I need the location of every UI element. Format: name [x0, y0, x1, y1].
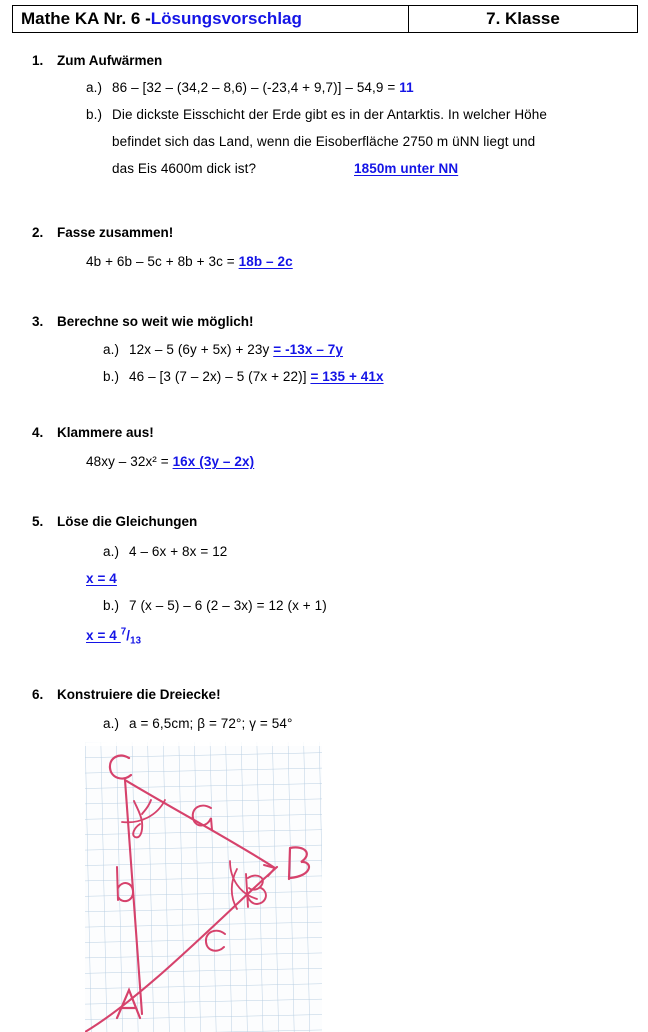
exercise-1a-row [112, 80, 414, 95]
fraction-slash: / [126, 628, 131, 643]
exercise-1b-label: b.) [86, 107, 103, 122]
header-title-blue: Lösungsvorschlag [150, 9, 302, 28]
exercise-6a-parameters: a = 6,5cm; β = 72°; γ = 54° [129, 716, 293, 731]
mixed-fraction [120, 626, 142, 647]
header-title-black: Mathe KA Nr. 6 - [21, 9, 151, 28]
exercise-3b-row [129, 369, 384, 384]
exercise-6-title: Konstruiere die Dreiecke! [57, 687, 221, 702]
exercise-5-number: 5. [32, 514, 44, 529]
exercise-3b-label: b.) [103, 369, 120, 384]
exercise-4-title: Klammere aus! [57, 425, 154, 440]
exercise-5a-expression: 4 – 6x + 8x = 12 [129, 544, 228, 559]
exercise-1b-answer: 1850m unter NN [354, 161, 459, 176]
exercise-5b-answer-base: x = 4 [86, 628, 121, 643]
exercise-2-answer: 18b – 2c [238, 254, 293, 269]
exercise-3a-row [129, 342, 343, 357]
exercise-2-number: 2. [32, 225, 44, 240]
exercise-3b-answer: = 135 + 41x [310, 369, 384, 384]
exercise-3a-expression: 12x – 5 (6y + 5x) + 23y [129, 342, 274, 357]
exercise-1a-label: a.) [86, 80, 103, 95]
exercise-1-number: 1. [32, 53, 44, 68]
exercise-4-answer: 16x (3y – 2x) [172, 454, 255, 469]
exercise-4-expression: 48xy – 32x² = [86, 454, 173, 469]
header-grade-cell: 7. Klasse [486, 9, 560, 28]
exercise-1a-answer: 11 [399, 80, 414, 95]
exercise-1-title: Zum Aufwärmen [57, 53, 163, 68]
graph-paper-svg [85, 742, 322, 1032]
exercise-5-title: Löse die Gleichungen [57, 514, 198, 529]
exercise-6a-label: a.) [103, 716, 120, 731]
exercise-5a-label: a.) [103, 544, 120, 559]
fraction-denominator: 13 [130, 635, 142, 647]
exercise-1b-line2: befindet sich das Land, wenn die Eisoberfläche 2750 m üNN liegt und [112, 134, 536, 149]
exercise-3b-expression: 46 – [3 (7 – 2x) – 5 (7x + 22)] [129, 369, 311, 384]
exercise-1b-line3: das Eis 4600m dick ist? [112, 161, 257, 176]
exercise-2-title: Fasse zusammen! [57, 225, 174, 240]
exercise-4-row [86, 454, 254, 469]
exercise-3-number: 3. [32, 314, 44, 329]
exercise-2-expression: 4b + 6b – 5c + 8b + 3c = [86, 254, 239, 269]
exercise-3a-label: a.) [103, 342, 120, 357]
exercise-5b-answer [86, 626, 142, 647]
exercise-5a-answer: x = 4 [86, 571, 117, 586]
exercise-1a-expression: 86 – [32 – (34,2 – 8,6) – (-23,4 + 9,7)] – 54,9 = [112, 80, 400, 95]
exercise-5b-label: b.) [103, 598, 120, 613]
exercise-4-number: 4. [32, 425, 44, 440]
grid-lines [85, 742, 322, 1032]
exercise-6-number: 6. [32, 687, 44, 702]
exercise-1b-line1: Die dickste Eisschicht der Erde gibt es in der Antarktis. In welcher Höhe [112, 107, 547, 122]
exercise-3a-answer: = -13x – 7y [273, 342, 344, 357]
exercise-3-title: Berechne so weit wie möglich! [57, 314, 254, 329]
exercise-5b-expression: 7 (x – 5) – 6 (2 – 3x) = 12 (x + 1) [129, 598, 327, 613]
triangle-construction-drawing [85, 742, 322, 1032]
header-table [12, 5, 638, 33]
exercise-2-row [86, 254, 293, 269]
fraction-numerator: 7 [120, 626, 127, 638]
header-title-cell [13, 6, 409, 32]
